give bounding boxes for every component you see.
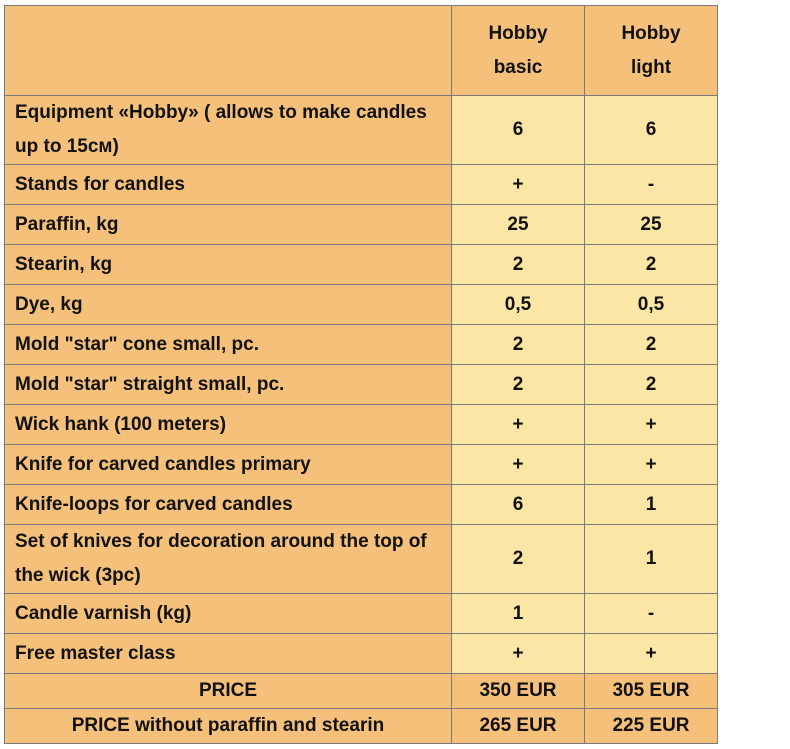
hobby-light-value: 1 bbox=[585, 525, 718, 594]
table-row bbox=[5, 165, 718, 205]
row-label: Knife for carved candles primary bbox=[5, 445, 452, 485]
row-label: Stands for candles bbox=[5, 165, 452, 205]
hobby-basic-value: 2 bbox=[452, 245, 585, 285]
hobby-basic-value: + bbox=[452, 165, 585, 205]
header-hobby-light: Hobby light bbox=[585, 6, 718, 96]
header-corner bbox=[5, 6, 452, 96]
hobby-light-value: + bbox=[585, 405, 718, 445]
table-row bbox=[5, 96, 718, 165]
table-row bbox=[5, 285, 718, 325]
row-label: Mold "star" straight small, pc. bbox=[5, 365, 452, 405]
hobby-light-value: 2 bbox=[585, 365, 718, 405]
table-row bbox=[5, 325, 718, 365]
hobby-basic-value: 2 bbox=[452, 325, 585, 365]
row-label: Candle varnish (kg) bbox=[5, 594, 452, 634]
price-without-paraffin-row bbox=[5, 709, 718, 744]
hobby-basic-value: 1 bbox=[452, 594, 585, 634]
hobby-light-price: 225 EUR bbox=[585, 709, 718, 744]
hobby-basic-value: + bbox=[452, 634, 585, 674]
hobby-basic-value: + bbox=[452, 405, 585, 445]
row-label: Paraffin, kg bbox=[5, 205, 452, 245]
hobby-basic-value: + bbox=[452, 445, 585, 485]
row-label: Wick hank (100 meters) bbox=[5, 405, 452, 445]
price-row bbox=[5, 674, 718, 709]
header-row bbox=[5, 6, 718, 96]
hobby-light-value: + bbox=[585, 634, 718, 674]
header-hobby-basic: Hobby basic bbox=[452, 6, 585, 96]
price-label: PRICE bbox=[5, 674, 452, 709]
hobby-basic-value: 6 bbox=[452, 485, 585, 525]
hobby-basic-price: 265 EUR bbox=[452, 709, 585, 744]
table-row bbox=[5, 634, 718, 674]
hobby-light-value: 2 bbox=[585, 325, 718, 365]
row-label: Stearin, kg bbox=[5, 245, 452, 285]
row-label: Set of knives for decoration around the top of the wick (3pc) bbox=[5, 525, 452, 594]
table-row bbox=[5, 445, 718, 485]
candle-kit-comparison-table bbox=[4, 5, 718, 744]
row-label: Knife-loops for carved candles bbox=[5, 485, 452, 525]
table-row bbox=[5, 245, 718, 285]
hobby-light-value: 0,5 bbox=[585, 285, 718, 325]
hobby-basic-price: 350 EUR bbox=[452, 674, 585, 709]
hobby-light-value: - bbox=[585, 594, 718, 634]
price-label: PRICE without paraffin and stearin bbox=[5, 709, 452, 744]
hobby-light-value: 2 bbox=[585, 245, 718, 285]
table-row bbox=[5, 594, 718, 634]
row-label: Dye, kg bbox=[5, 285, 452, 325]
row-label: Free master class bbox=[5, 634, 452, 674]
table-row bbox=[5, 525, 718, 594]
hobby-basic-value: 0,5 bbox=[452, 285, 585, 325]
row-label: Mold "star" cone small, pc. bbox=[5, 325, 452, 365]
hobby-basic-value: 2 bbox=[452, 365, 585, 405]
row-label: Equipment «Hobby» ( allows to make candles up to 15см) bbox=[5, 96, 452, 165]
table-row bbox=[5, 205, 718, 245]
hobby-basic-value: 6 bbox=[452, 96, 585, 165]
hobby-light-price: 305 EUR bbox=[585, 674, 718, 709]
hobby-light-value: 25 bbox=[585, 205, 718, 245]
table-row bbox=[5, 405, 718, 445]
hobby-light-value: - bbox=[585, 165, 718, 205]
hobby-basic-value: 25 bbox=[452, 205, 585, 245]
hobby-light-value: 1 bbox=[585, 485, 718, 525]
table-row bbox=[5, 485, 718, 525]
hobby-basic-value: 2 bbox=[452, 525, 585, 594]
hobby-light-value: 6 bbox=[585, 96, 718, 165]
hobby-light-value: + bbox=[585, 445, 718, 485]
table-row bbox=[5, 365, 718, 405]
